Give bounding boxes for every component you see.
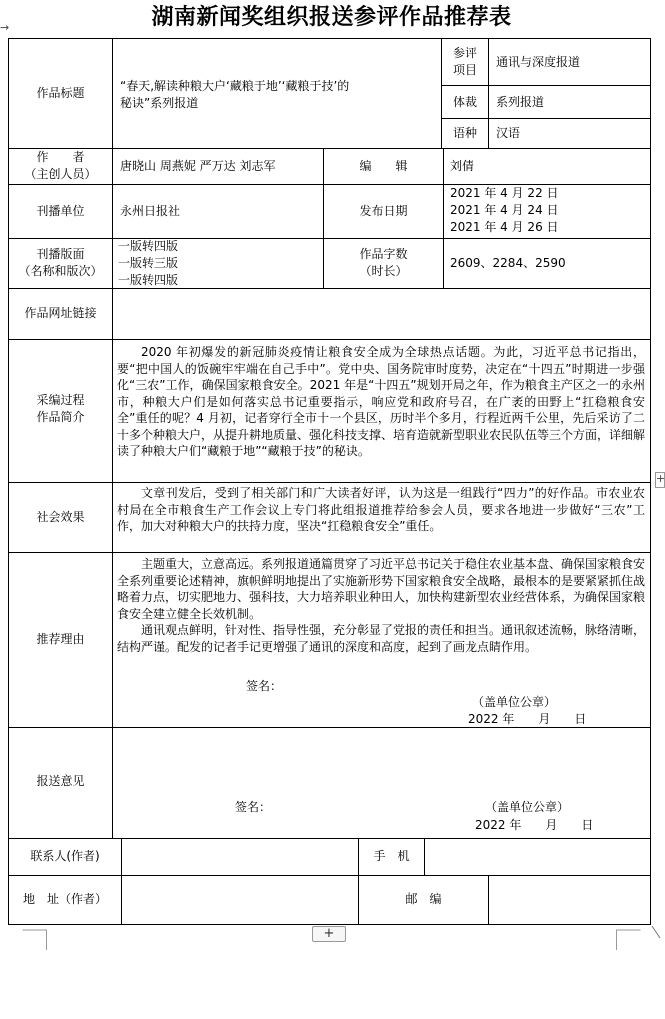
language-value: 汉语 [496, 126, 521, 140]
summary-text [117, 344, 645, 460]
address-value[interactable] [126, 891, 354, 908]
pages-value-2: 一版转三版 [118, 256, 179, 270]
recommend-label: 推荐理由 [36, 632, 85, 646]
url-value[interactable] [120, 305, 640, 322]
pages-value-3: 一版转四版 [118, 273, 179, 287]
publish-date-1: 2021 年 4 月 22 日 [450, 186, 559, 200]
publish-date-label: 发布日期 [359, 204, 408, 218]
language-label: 语种 [452, 126, 477, 140]
summary-paragraph: 2020 年初爆发的新冠肺炎疫情让粮食安全成为全球热点话题。为此，习近平总书记指出，要“把中国人的饭碗牢牢端在自己手中”。党中央、国务院审时度势，决定在“十四五”时期进一步强化“三农”工作，确保国家粮食安全。2021 年是“十四五”规划开局之年，作为粮食主产区之一的永州市，种粮大户们是如何落实总书记重要指示，响应党和政府号召，在广袤的田野上“扛稳粮食安全”重任的呢？4 月初，记者穿行全市十一个县区，历时半个多月，行程近两千公里，先后采访了二十多个种粮大户，从提升耕地质量、强化科技支撑、培育造就新型职业农民队伍等三个方面，详细解读了种粮大户们“藏粮于地”“藏粮于技”的秘诀。 [117, 345, 646, 458]
page-title: 湖南新闻奖组织报送参评作品推荐表 [151, 5, 512, 30]
contact-label: 联系人(作者) [30, 849, 100, 863]
address-label: 地 址（作者） [22, 892, 107, 906]
pages-label-line1: 刊播版面 [36, 247, 85, 261]
publish-date-2: 2021 年 4 月 24 日 [450, 203, 559, 217]
submit-label: 报送意见 [36, 774, 85, 788]
author-value: 唐晓山 周燕妮 严万达 刘志军 [120, 159, 276, 173]
table-resize-handle-icon[interactable] [651, 925, 661, 939]
table-move-arrow-icon[interactable]: → [0, 21, 10, 34]
effect-text [117, 485, 645, 535]
recommend-seal-label: （盖单位公章） [472, 695, 557, 709]
recommend-paragraph-2: 通讯观点鲜明，针对性、指导性强，充分彰显了党报的责任和担当。通讯叙述流畅，脉络清晰，结构严谨。配发的记者手记更增强了通讯的深度和高度，起到了画龙点睛作用。 [117, 623, 646, 654]
category-label-line2: 项目 [452, 63, 477, 77]
effect-label: 社会效果 [36, 510, 85, 524]
author-label-line1: 作 者 [36, 150, 85, 164]
work-title-label: 作品标题 [36, 86, 85, 100]
contact-value[interactable] [126, 848, 354, 865]
summary-label-line1: 采编过程 [36, 393, 85, 407]
summary-label-line2: 作品简介 [36, 410, 85, 424]
word-count-label-line1: 作品字数 [359, 247, 408, 261]
pages-value-1: 一版转四版 [118, 239, 179, 253]
category-label-line1: 参评 [452, 46, 477, 60]
recommend-paragraph-1: 主题重大，立意高远。系列报道通篇贯穿了习近平总书记关于稳住农业基本盘、确保国家粮食安全系列重要论述精神，旗帜鲜明地提出了实施新形势下国家粮食安全战略，最根本的是要紧紧抓住战略着力点，切实肥地力、强科技，大力培养职业种田人，加快构建新型农业经营体系，为确保国家粮食安全建立健全长效机制。 [117, 557, 646, 621]
row-add-plus-button[interactable]: + [312, 926, 346, 942]
effect-paragraph: 文章刊发后，受到了相关部门和广大读者好评，认为这是一组践行“四力”的好作品。市农业农村局在全市粮食生产工作会议上专门将此组报道推荐给参会人员，要求各地进一步做好“三农”工作，加大对种粮大户的扶持力度，坚决“扛稳粮食安全”重任。 [117, 486, 645, 533]
column-add-plus-icon[interactable]: + [655, 472, 665, 488]
work-title-value-line2: 秘诀”系列报道 [120, 96, 199, 110]
editor-label: 编 辑 [359, 159, 408, 173]
phone-value[interactable] [430, 848, 645, 865]
recommend-sign-label: 签名： [246, 679, 283, 693]
submit-date: 2022 年 月 日 [475, 818, 594, 832]
author-label-line2: （主创人员） [24, 167, 97, 181]
submit-seal-label: （盖单位公章） [485, 800, 570, 814]
genre-value: 系列报道 [496, 95, 545, 109]
phone-label: 手 机 [373, 849, 410, 863]
postcode-value[interactable] [494, 891, 644, 908]
category-value: 通讯与深度报道 [496, 55, 581, 69]
pages-label-line2: （名称和版次） [18, 264, 103, 278]
postcode-label: 邮 编 [405, 892, 442, 906]
recommend-date: 2022 年 月 日 [468, 712, 587, 726]
word-count-label-line2: （时长） [359, 264, 408, 278]
work-title-value-line1: “春天,解读种粮大户‘藏粮于地’‘藏粮于技’的 [120, 79, 350, 93]
publisher-label: 刊播单位 [36, 204, 85, 218]
submit-sign-label: 签名： [235, 800, 272, 814]
word-count-value: 2609、2284、2590 [450, 256, 566, 270]
publish-date-3: 2021 年 4 月 26 日 [450, 220, 559, 234]
publisher-value: 永州日报社 [120, 204, 181, 218]
editor-value: 刘倩 [450, 159, 475, 173]
url-label: 作品网址链接 [24, 306, 97, 320]
recommend-text [117, 556, 645, 655]
genre-label: 体裁 [452, 95, 477, 109]
